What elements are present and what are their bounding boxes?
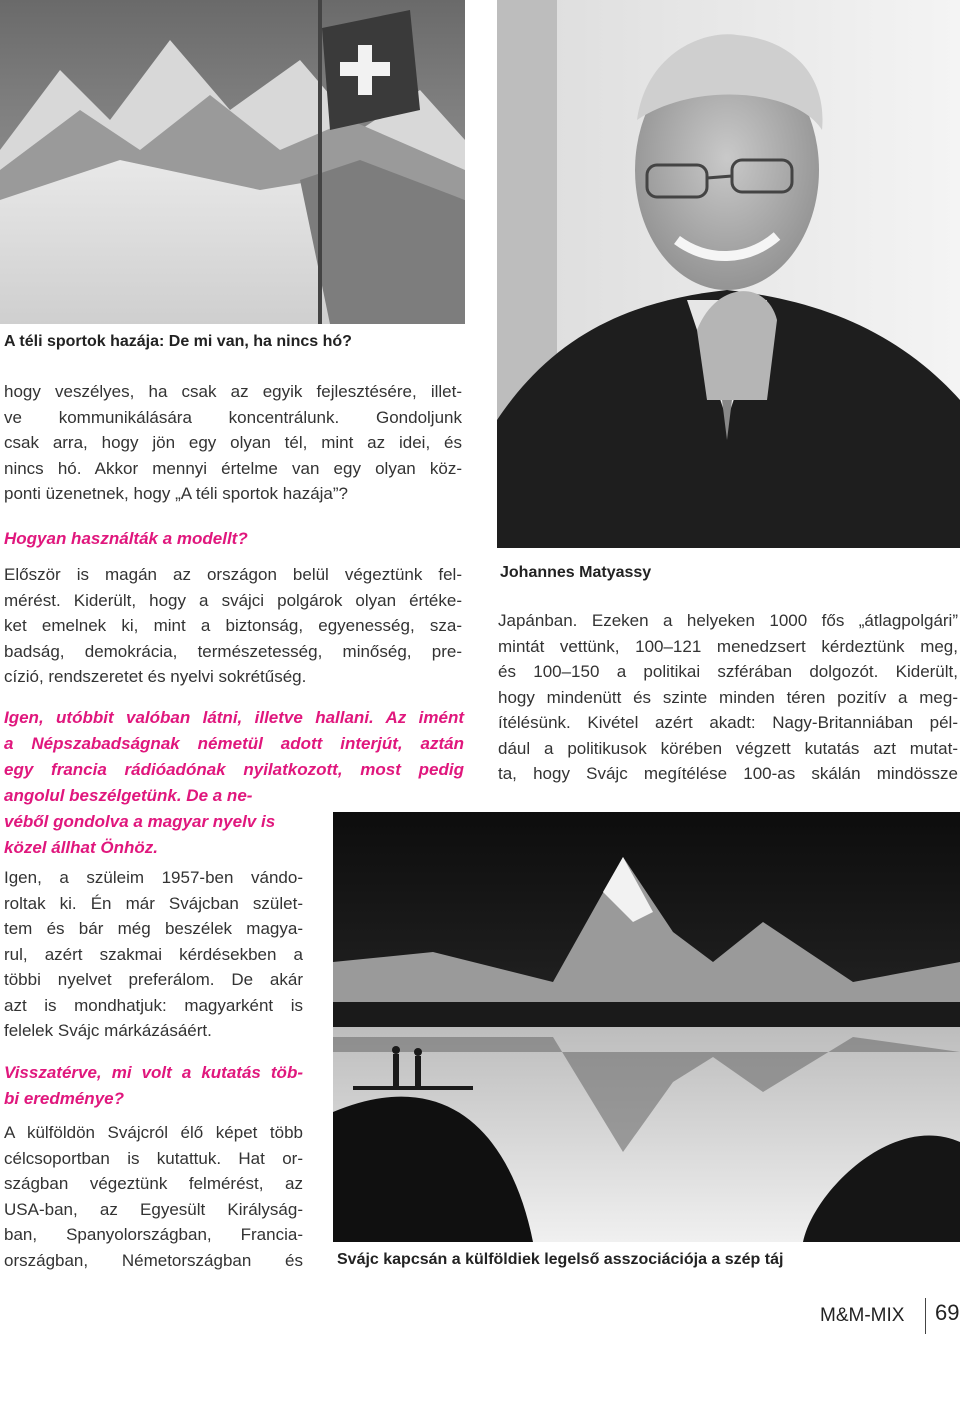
text-line: badság, demokrácia, természetesség, minőség, pre-	[4, 641, 462, 661]
text-line: mérést. Kiderült, hogy a svájci polgárok olyan értéke-	[4, 590, 462, 610]
text-line: dául a politikusok körében végzett kutatás azt mutat-	[498, 738, 958, 758]
text-line: Japánban. Ezeken a helyeken 1000 fős „átlagpolgári”	[498, 611, 958, 630]
question-line: Hogyan használták a modellt?	[4, 529, 248, 548]
text-line: hogy veszélyes, ha csak az egyik fejlesztésére, illet-	[4, 382, 462, 401]
text-line: csak arra, hogy jön egy olyan tél, mint az idei, és	[4, 433, 462, 452]
alps-flag-illustration	[0, 0, 465, 324]
text-line: ban, Spanyolországban, Francia-	[4, 1225, 303, 1244]
interview-question-1	[4, 526, 462, 552]
text-line: nincs hó. Akkor mennyi értelme van egy olyan köz-	[4, 458, 462, 478]
page-number: 69	[935, 1300, 960, 1325]
text-line: A külföldön Svájcról élő képet több	[4, 1123, 303, 1142]
text-line: felelek Svájc márkázásáért.	[4, 1021, 212, 1040]
text-line: tem és bár még beszélek magya-	[4, 919, 303, 938]
footer-divider	[925, 1298, 926, 1334]
question-line: véből gondolva a magyar nyelv is	[4, 812, 276, 831]
text-line: ve kommunikálására koncentrálunk. Gondoljunk	[4, 407, 462, 427]
question-line: a Népszabadságnak németül adott interjút, aztán	[4, 734, 464, 753]
text-line: célcsoportban is kutattuk. Hat or-	[4, 1148, 303, 1168]
text-line: ta, hogy Svájc megítélése 100-as skálán mindössze	[498, 764, 958, 783]
lake-photo-caption: Svájc kapcsán a külföldiek legelső asszociációja a szép táj	[337, 1251, 784, 1268]
alps-photo-caption: A téli sportok hazája: De mi van, ha nincs hó?	[4, 333, 352, 350]
portrait-illustration	[497, 0, 960, 548]
text-line: ponti üzenetnek, hogy „A téli sportok hazája”?	[4, 484, 348, 503]
question-line: Visszatérve, mi volt a kutatás töb-	[4, 1063, 303, 1082]
article-paragraph-2	[4, 562, 462, 690]
publication-label: M&M-MIX	[820, 1305, 905, 1326]
question-line: közel állhat Önhöz.	[4, 838, 158, 857]
text-line: és 100–150 a politikai szférában dolgozót. Kiderült,	[498, 662, 958, 681]
text-line: többi nyelvet preferálom. De akár	[4, 970, 303, 989]
article-paragraph-5	[498, 608, 958, 787]
interview-question-2	[4, 705, 464, 861]
article-paragraph-3	[4, 865, 303, 1044]
lake-mountain-photo	[333, 812, 960, 1242]
text-line: országban, Németországban és	[4, 1250, 303, 1270]
alps-flag-photo	[0, 0, 465, 324]
question-line: angolul beszélgetünk. De a ne-	[4, 786, 253, 805]
text-line: ítélésünk. Kivétel azért akadt: Nagy-Britanniában pél-	[498, 713, 958, 732]
text-line: USA-ban, az Egyesült Királyság-	[4, 1199, 303, 1219]
lake-mountain-illustration	[333, 812, 960, 1242]
text-line: mintát vettünk, 100–121 menedzsert kérdeztünk meg,	[498, 636, 958, 656]
portrait-photo-caption: Johannes Matyassy	[500, 564, 652, 581]
text-line: hogy mindenütt és szinte minden téren pozitív a meg-	[498, 687, 958, 707]
text-line: Igen, a szüleim 1957-ben vándo-	[4, 868, 303, 887]
question-line: egy francia rádióadónak nyilatkozott, most pedig	[4, 760, 464, 779]
article-paragraph-1	[4, 379, 462, 507]
text-line: cízió, rendszeretet és nyelvi sokrétűség.	[4, 667, 307, 686]
text-line: rul, azért szakmai kérdésekben a	[4, 944, 303, 964]
text-line: ket emelnek ki, mint a biztonság, egyenesség, sza-	[4, 616, 462, 635]
question-line: Igen, utóbbit valóban látni, illetve hallani. Az imént	[4, 708, 464, 727]
text-line: roltak ki. Én már Svájcban szület-	[4, 893, 303, 913]
interview-question-3	[4, 1060, 303, 1112]
article-paragraph-4	[4, 1120, 303, 1273]
portrait-photo	[497, 0, 960, 548]
question-line: bi eredménye?	[4, 1089, 124, 1108]
text-line: Először is magán az országon belül végeztünk fel-	[4, 565, 462, 584]
text-line: szágban végeztünk felmérést, az	[4, 1174, 303, 1193]
text-line: azt is mondhatjuk: magyarként is	[4, 995, 303, 1015]
